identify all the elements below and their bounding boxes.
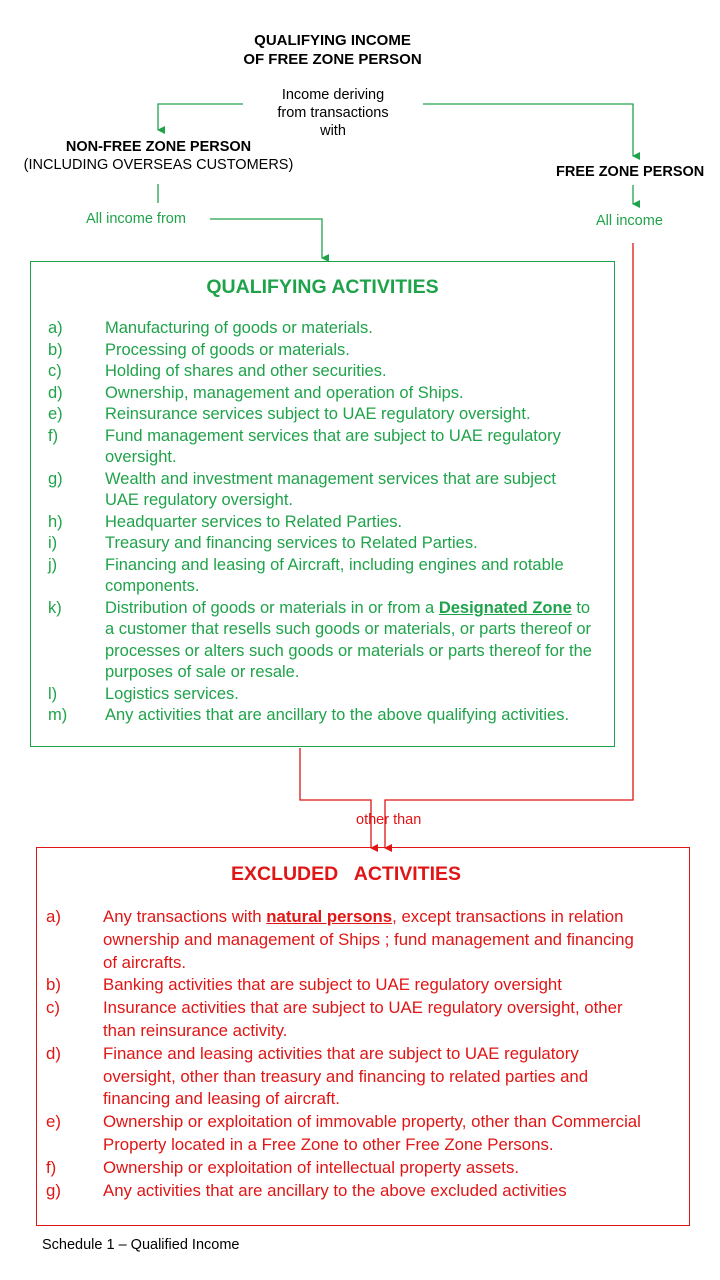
- item-letter: g): [46, 1180, 61, 1200]
- note-line-2: from transactions: [277, 105, 389, 121]
- item-text-pre: Distribution of goods or materials in or from a: [105, 598, 439, 617]
- item-letter: d): [46, 1043, 61, 1063]
- list-item: [46, 1043, 650, 1111]
- item-text: Reinsurance services subject to UAE regulatory oversight.: [105, 405, 531, 423]
- item-text: Ownership, management and operation of Ships.: [105, 383, 464, 402]
- item-text: [103, 907, 634, 972]
- all-income-from-label: All income from: [86, 211, 186, 227]
- item-letter: j): [48, 555, 58, 574]
- item-text: Any activities that are ancillary to the above excluded activities: [103, 1180, 567, 1200]
- item-letter: l): [48, 684, 58, 703]
- figure-caption: Schedule 1 – Qualified Income: [42, 1237, 240, 1253]
- item-text: Insurance activities that are subject to UAE regulatory oversight, other than reinsurance activity.: [103, 998, 623, 1040]
- item-letter: d): [48, 383, 63, 402]
- item-letter: e): [46, 1112, 61, 1132]
- qualifying-activities-title: QUALIFYING ACTIVITIES: [206, 276, 439, 298]
- item-letter: m): [48, 706, 68, 724]
- item-text: Financing and leasing of Aircraft, including engines and rotable components.: [105, 555, 564, 595]
- item-text-post: to a customer that resells such goods or materials, or parts thereof or processes or alters such goods or materials or parts thereof for the purposes of sale or resale.: [105, 598, 592, 681]
- non-free-zone-subtitle: (INCLUDING OVERSEAS CUSTOMERS): [23, 157, 294, 173]
- item-letter: c): [48, 362, 62, 380]
- excluded-activities-list: [46, 906, 650, 1202]
- arrow-to-non-free-zone: [158, 104, 248, 130]
- list-item: [48, 340, 593, 362]
- other-than-label: other than: [356, 812, 422, 828]
- item-text: Headquarter services to Related Parties.: [105, 512, 403, 531]
- free-zone-node: FREE ZONE PERSON: [556, 164, 705, 180]
- item-letter: i): [48, 534, 58, 552]
- item-text-post: , except transactions in relation ownership and management of Ships ; fund management and financing of aircrafts.: [103, 907, 634, 972]
- list-item: [48, 426, 593, 469]
- non-free-zone-title: NON-FREE ZONE PERSON: [65, 139, 252, 155]
- list-item: [48, 684, 593, 706]
- excluded-activities-title: EXCLUDED ACTIVITIES: [230, 863, 462, 885]
- item-letter: f): [46, 1157, 57, 1177]
- item-letter: b): [48, 340, 63, 359]
- list-item: [46, 1157, 650, 1180]
- list-item: [46, 1180, 650, 1203]
- qualifying-activities-list: [48, 318, 593, 727]
- list-item: [48, 512, 593, 534]
- title-line-2: OF FREE ZONE PERSON: [243, 51, 422, 68]
- qualifying-to-excluded: [300, 748, 371, 848]
- list-item: [48, 404, 593, 426]
- item-emphasis: Designated Zone: [438, 598, 572, 617]
- item-text: Manufacturing of goods or materials.: [105, 319, 373, 337]
- item-letter: b): [46, 975, 61, 995]
- item-text: Processing of goods or materials.: [105, 340, 350, 359]
- diagram-title: [190, 31, 475, 69]
- non-free-zone-node: [10, 138, 307, 174]
- list-item: [48, 361, 593, 383]
- item-letter: c): [46, 998, 60, 1018]
- list-item: [48, 318, 593, 340]
- item-emphasis: natural persons: [266, 907, 393, 926]
- note-line-1: Income deriving: [281, 87, 385, 103]
- list-item: [48, 533, 593, 555]
- item-text: Any activities that are ancillary to the above qualifying activities.: [105, 706, 570, 724]
- item-text-pre: Any transactions with: [103, 907, 267, 926]
- item-letter: a): [46, 907, 61, 926]
- item-text: Logistics services.: [105, 684, 239, 703]
- list-item: [48, 555, 593, 598]
- item-text: Wealth and investment management services that are subject UAE regulatory oversight.: [105, 469, 556, 509]
- item-letter: a): [48, 319, 63, 337]
- title-line-1: QUALIFYING INCOME: [254, 32, 411, 49]
- item-letter: e): [48, 405, 63, 423]
- note-line-3: with: [320, 123, 346, 139]
- item-letter: k): [48, 598, 62, 617]
- item-letter: g): [48, 469, 63, 488]
- item-text: Ownership or exploitation of immovable property, other than Commercial Property located in a Free Zone to other Free Zone Persons.: [103, 1112, 641, 1154]
- list-item: [46, 1111, 650, 1157]
- all-income-label: All income: [596, 213, 663, 229]
- item-text: Holding of shares and other securities.: [105, 362, 387, 380]
- list-item: [48, 705, 593, 727]
- item-letter: f): [48, 426, 59, 445]
- item-text: Finance and leasing activities that are subject to UAE regulatory oversight, other than treasury and financing to related parties and financing and leasing of aircraft.: [103, 1043, 589, 1109]
- list-item: [46, 997, 650, 1043]
- arrow-to-free-zone: [418, 104, 633, 156]
- item-text: [105, 599, 592, 682]
- item-text: Treasury and financing services to Related Parties.: [105, 534, 478, 552]
- list-item: [48, 383, 593, 405]
- list-item: [48, 469, 593, 512]
- arrow-to-qualifying: [210, 219, 322, 258]
- list-item: [46, 974, 650, 997]
- list-item: [46, 906, 650, 974]
- income-source-note: [243, 86, 423, 140]
- item-text: Banking activities that are subject to UAE regulatory oversight: [103, 975, 562, 995]
- list-item: [48, 598, 593, 684]
- item-text: Ownership or exploitation of intellectual property assets.: [103, 1157, 520, 1177]
- item-letter: h): [48, 512, 63, 531]
- item-text: Fund management services that are subject to UAE regulatory oversight.: [105, 426, 561, 466]
